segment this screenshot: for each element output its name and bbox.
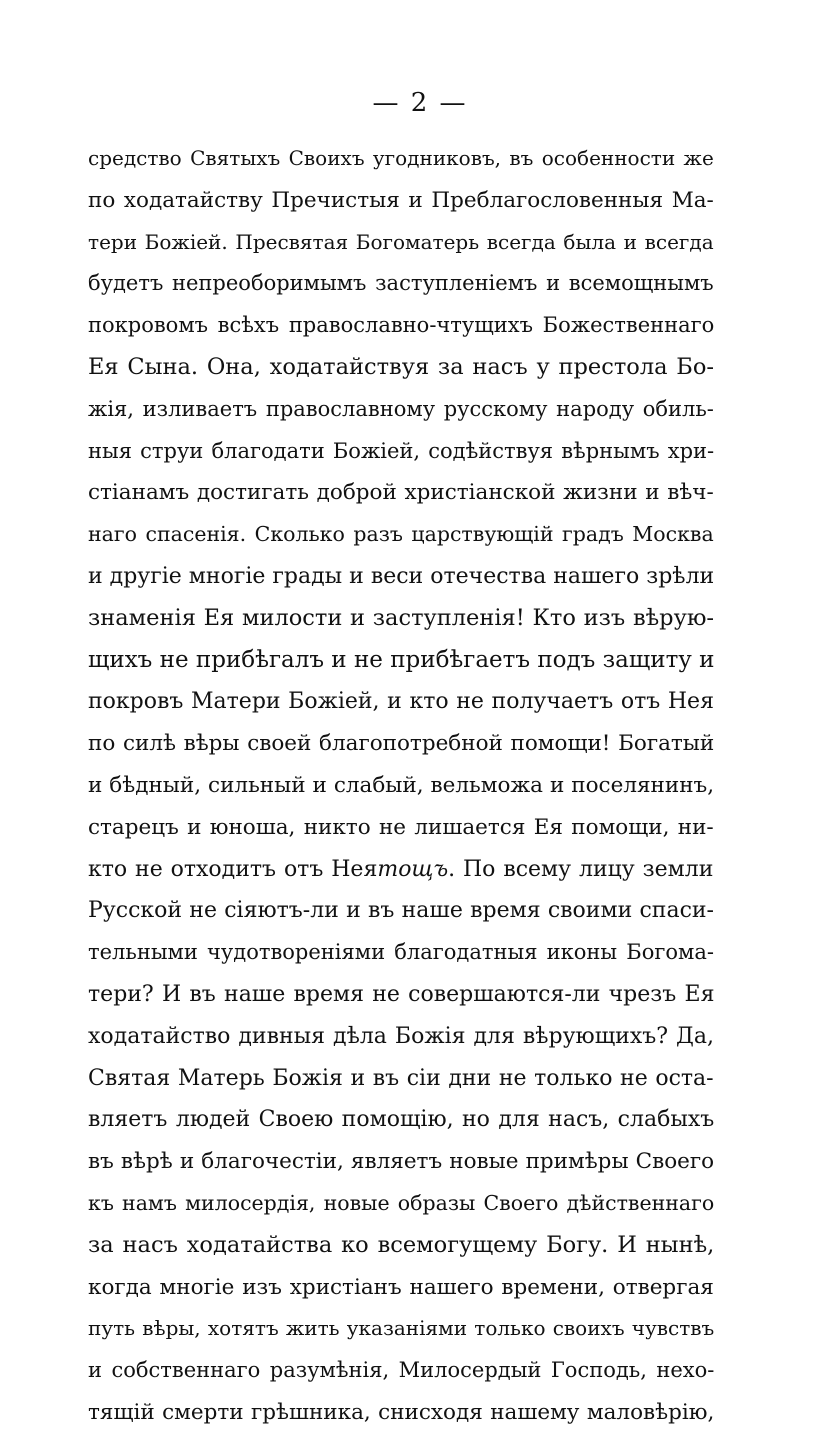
text-line-7: жія, изливаетъ православному русскому народу обиль-: [88, 396, 714, 421]
text-line-17: старецъ и юноша, никто не лишается Ея помощи, ни-: [88, 814, 714, 840]
text-line-29: путь вѣры, хотятъ жить указаніями только своихъ чувствъ: [88, 1316, 714, 1341]
text-line-21: тери? И въ наше время не совершаются-ли чрезъ Ея: [88, 981, 714, 1007]
text-line-6: Ея Сына. Она, ходатайствуя за насъ у престола Бо-: [88, 353, 714, 380]
text-line-8: ныя струи благодати Божіей, содѣйствуя вѣрнымъ хри-: [88, 438, 714, 463]
text-line-24: вляетъ людей Своею помощію, но для насъ, слабыхъ: [88, 1107, 714, 1133]
text-line-19: Русской не сіяютъ-ли и въ наше время своими спаси-: [88, 898, 714, 924]
text-line-15: по силѣ вѣры своей благопотребной помощи! Богатый: [88, 731, 714, 757]
text-line-26: къ намъ милосердія, новые образы Своего дѣйственнаго: [88, 1190, 714, 1215]
text-line-18-emphasis: тощъ: [377, 856, 449, 882]
text-line-2: по ходатайству Пречистыя и Преблагословенныя Ма-: [88, 187, 714, 213]
text-line-9: стіанамъ достигать доброй христіанской жизни и вѣч-: [88, 480, 714, 506]
text-line-30: и собственнаго разумѣнія, Милосердый Господь, нехо-: [88, 1358, 714, 1383]
text-line-4: будетъ непреоборимымъ заступленіемъ и всемощнымъ: [88, 271, 714, 296]
text-line-28: когда многіе изъ христіанъ нашего времени, отвергая: [88, 1274, 714, 1300]
text-line-10: наго спасенія. Сколько разъ царствующій градъ Москва: [88, 522, 714, 547]
text-line-13: щихъ не прибѣгалъ и не прибѣгаетъ подъ защиту и: [88, 646, 714, 673]
text-line-18-after: . По всему лицу земли: [448, 856, 714, 882]
page-number: — 2 —: [372, 88, 468, 118]
text-line-20: тельными чудотвореніями благодатныя иконы Богома-: [88, 940, 714, 965]
text-line-11: и другіе многіе грады и веси отечества нашего зрѣли: [88, 563, 714, 589]
text-line-18: [88, 849, 714, 891]
text-line-31: тящій смерти грѣшника, снисходя нашему маловѣрію,: [88, 1399, 714, 1425]
text-line-12: знаменія Ея милости и заступленія! Кто изъ вѣрую-: [88, 604, 714, 631]
text-line-27: за насъ ходатайства ко всемогущему Богу. И нынѣ,: [88, 1231, 714, 1258]
text-line-3: тери Божіей. Пресвятая Богоматерь всегда была и всегда: [88, 229, 714, 254]
text-line-5: покровомъ всѣхъ православно-чтущихъ Божественнаго: [88, 313, 714, 338]
text-line-22: ходатайство дивныя дѣла Божія для вѣрующихъ? Да,: [88, 1023, 714, 1049]
text-line-1: средство Святыхъ Своихъ угодниковъ, въ особенности же: [88, 146, 714, 170]
text-line-23: Святая Матерь Божія и въ сіи дни не только не оста-: [88, 1065, 714, 1091]
text-line-18-before: кто не отходитъ отъ Нея: [88, 856, 378, 882]
text-line-16: и бѣдный, сильный и слабый, вельможа и поселянинъ,: [88, 772, 714, 798]
body-text: [88, 138, 714, 1434]
text-line-14: покровъ Матери Божіей, и кто не получаетъ отъ Нея: [88, 689, 714, 715]
text-line-25: въ вѣрѣ и благочестіи, являетъ новые примѣры Своего: [88, 1149, 714, 1175]
